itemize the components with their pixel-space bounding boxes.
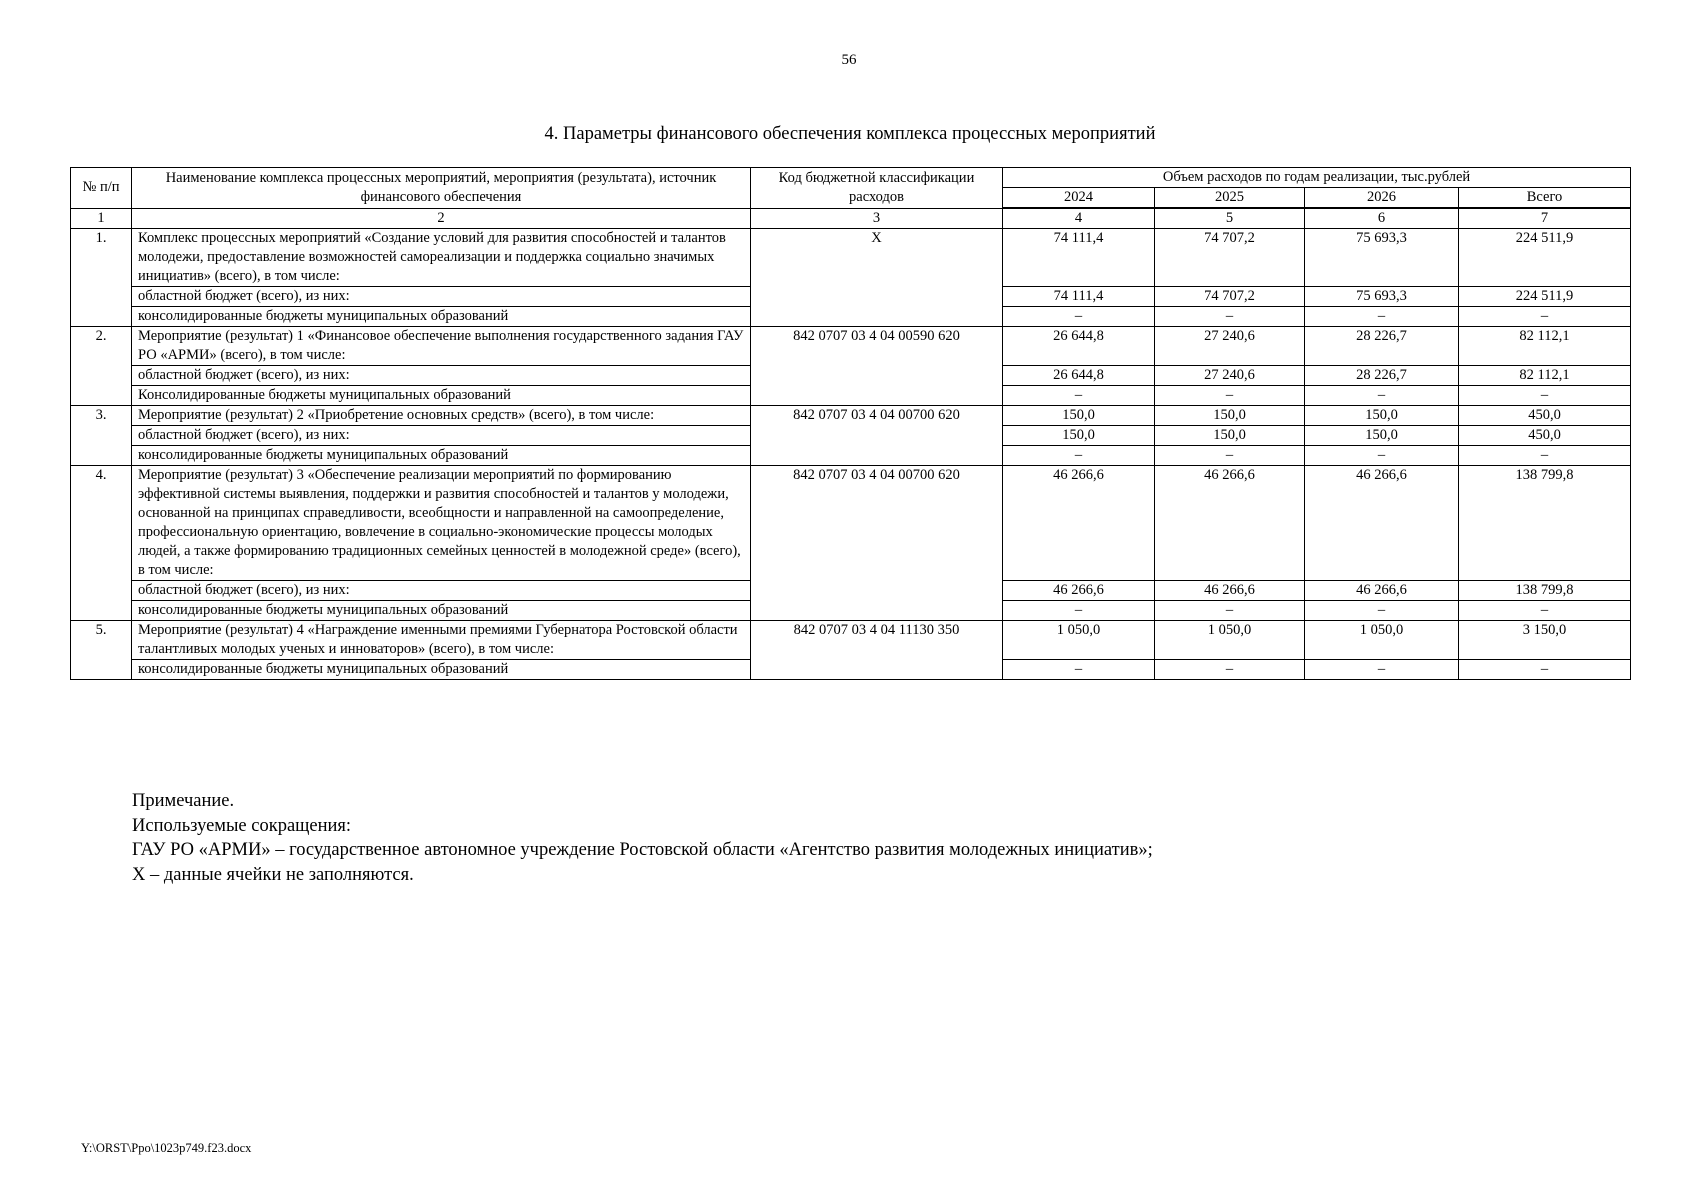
page-number: 56 [841, 52, 857, 68]
value-total: – [1459, 601, 1631, 621]
value-2026: – [1305, 386, 1459, 406]
abbreviation-armi: ГАУ РО «АРМИ» – государственное автономное учреждение Ростовской области «Агентство развития молодежных инициатив»; [132, 840, 1153, 860]
header-year-2025: 2025 [1155, 188, 1305, 209]
file-path-footer: Y:\ORST\Ppo\1023p749.f23.docx [81, 1141, 252, 1155]
value-2025: 46 266,6 [1155, 581, 1305, 601]
funding-source: Консолидированные бюджеты муниципальных образований [132, 386, 751, 406]
header-year-2026: 2026 [1305, 188, 1459, 209]
table-row [71, 466, 1631, 581]
value-2025: – [1155, 660, 1305, 680]
value-2024: – [1003, 660, 1155, 680]
value-2025: 46 266,6 [1155, 466, 1305, 581]
value-2026: 46 266,6 [1305, 466, 1459, 581]
value-2025: 27 240,6 [1155, 327, 1305, 366]
abbreviations-heading: Используемые сокращения: [132, 815, 352, 836]
header-code: Код бюджетной классификации расходов [751, 168, 1003, 209]
table-row [71, 406, 1631, 426]
value-2026: – [1305, 446, 1459, 466]
value-2025: 150,0 [1155, 406, 1305, 426]
header-name: Наименование комплекса процессных мероприятий, мероприятия (результата), источник финансового обеспечения [132, 168, 751, 209]
column-number: 1 [71, 208, 132, 229]
value-2024: 74 111,4 [1003, 287, 1155, 307]
funding-source: консолидированные бюджеты муниципальных образований [132, 307, 751, 327]
value-2024: 150,0 [1003, 426, 1155, 446]
activity-name: Мероприятие (результат) 1 «Финансовое обеспечение выполнения государственного задания ГАУ РО «АРМИ» (всего), в том числе: [132, 327, 751, 366]
header-total: Всего [1459, 188, 1631, 209]
funding-source: областной бюджет (всего), из них: [132, 581, 751, 601]
value-total: 138 799,8 [1459, 466, 1631, 581]
header-year-2024: 2024 [1003, 188, 1155, 209]
value-2026: 75 693,3 [1305, 229, 1459, 287]
funding-source: областной бюджет (всего), из них: [132, 287, 751, 307]
value-total: 138 799,8 [1459, 581, 1631, 601]
budget-code: Х [751, 229, 1003, 327]
value-2024: – [1003, 386, 1155, 406]
value-2025: – [1155, 386, 1305, 406]
value-2024: 150,0 [1003, 406, 1155, 426]
value-total: – [1459, 660, 1631, 680]
value-2024: – [1003, 307, 1155, 327]
financing-table [70, 167, 1631, 680]
row-number: 5. [71, 621, 132, 680]
value-total: 450,0 [1459, 426, 1631, 446]
row-number: 4. [71, 466, 132, 621]
value-total: 450,0 [1459, 406, 1631, 426]
value-2024: 46 266,6 [1003, 581, 1155, 601]
value-2024: – [1003, 601, 1155, 621]
column-number: 6 [1305, 208, 1459, 229]
column-number: 7 [1459, 208, 1631, 229]
header-volume: Объем расходов по годам реализации, тыс.рублей [1003, 168, 1631, 188]
table-row [71, 229, 1631, 287]
value-2024: 26 644,8 [1003, 366, 1155, 386]
funding-source: консолидированные бюджеты муниципальных образований [132, 446, 751, 466]
value-total: – [1459, 446, 1631, 466]
value-total: – [1459, 307, 1631, 327]
column-number-row [71, 208, 1631, 229]
notes-heading: Примечание. [132, 791, 235, 811]
column-number: 5 [1155, 208, 1305, 229]
value-2026: 150,0 [1305, 406, 1459, 426]
value-2026: 1 050,0 [1305, 621, 1459, 660]
notes-section [132, 789, 1153, 887]
activity-name: Мероприятие (результат) 4 «Награждение именными премиями Губернатора Ростовской области талантливых молодых ученых и инноваторов» (всего), в том числе: [132, 621, 751, 660]
value-2026: – [1305, 660, 1459, 680]
column-number: 2 [132, 208, 751, 229]
value-total: – [1459, 386, 1631, 406]
table-row [71, 621, 1631, 660]
column-number: 4 [1003, 208, 1155, 229]
activity-name: Комплекс процессных мероприятий «Создание условий для развития способностей и талантов молодежи, предоставление возможностей самореализации и поддержка социально значимых инициатив» (всего), в том числе: [132, 229, 751, 287]
row-number: 3. [71, 406, 132, 466]
budget-code: 842 0707 03 4 04 11130 350 [751, 621, 1003, 680]
value-total: 224 511,9 [1459, 229, 1631, 287]
value-2025: 74 707,2 [1155, 229, 1305, 287]
value-total: 82 112,1 [1459, 366, 1631, 386]
header-no: № п/п [71, 168, 132, 209]
value-2024: 26 644,8 [1003, 327, 1155, 366]
value-2025: 27 240,6 [1155, 366, 1305, 386]
funding-source: консолидированные бюджеты муниципальных образований [132, 601, 751, 621]
column-number: 3 [751, 208, 1003, 229]
value-2025: 150,0 [1155, 426, 1305, 446]
funding-source: областной бюджет (всего), из них: [132, 426, 751, 446]
activity-name: Мероприятие (результат) 2 «Приобретение основных средств» (всего), в том числе: [132, 406, 751, 426]
page-title: 4. Параметры финансового обеспечения комплекса процессных мероприятий [544, 124, 1156, 144]
table-row [71, 327, 1631, 366]
funding-source: консолидированные бюджеты муниципальных образований [132, 660, 751, 680]
value-2026: – [1305, 307, 1459, 327]
value-total: 224 511,9 [1459, 287, 1631, 307]
row-number: 2. [71, 327, 132, 406]
value-2025: – [1155, 601, 1305, 621]
value-2026: – [1305, 601, 1459, 621]
budget-code: 842 0707 03 4 04 00590 620 [751, 327, 1003, 406]
value-2026: 75 693,3 [1305, 287, 1459, 307]
value-2026: 46 266,6 [1305, 581, 1459, 601]
abbreviation-x: Х – данные ячейки не заполняются. [132, 864, 414, 885]
value-2025: 1 050,0 [1155, 621, 1305, 660]
row-number: 1. [71, 229, 132, 327]
value-2025: – [1155, 446, 1305, 466]
funding-source: областной бюджет (всего), из них: [132, 366, 751, 386]
value-2025: 74 707,2 [1155, 287, 1305, 307]
budget-code: 842 0707 03 4 04 00700 620 [751, 406, 1003, 466]
value-total: 3 150,0 [1459, 621, 1631, 660]
value-2024: – [1003, 446, 1155, 466]
budget-code: 842 0707 03 4 04 00700 620 [751, 466, 1003, 621]
value-2026: 28 226,7 [1305, 327, 1459, 366]
value-total: 82 112,1 [1459, 327, 1631, 366]
activity-name: Мероприятие (результат) 3 «Обеспечение реализации мероприятий по формированию эффективной системы выявления, поддержки и развития способностей и талантов у молодежи, основанной на принципах справедливости, всеобщности и направленной на самоопределение, профессиональную ориентацию, вовлечение в социально-экономические процессы молодых людей, а также формированию традиционных семейных ценностей в молодежной среде» (всего), в том числе: [132, 466, 751, 581]
value-2024: 46 266,6 [1003, 466, 1155, 581]
value-2026: 28 226,7 [1305, 366, 1459, 386]
value-2024: 1 050,0 [1003, 621, 1155, 660]
value-2026: 150,0 [1305, 426, 1459, 446]
value-2024: 74 111,4 [1003, 229, 1155, 287]
value-2025: – [1155, 307, 1305, 327]
